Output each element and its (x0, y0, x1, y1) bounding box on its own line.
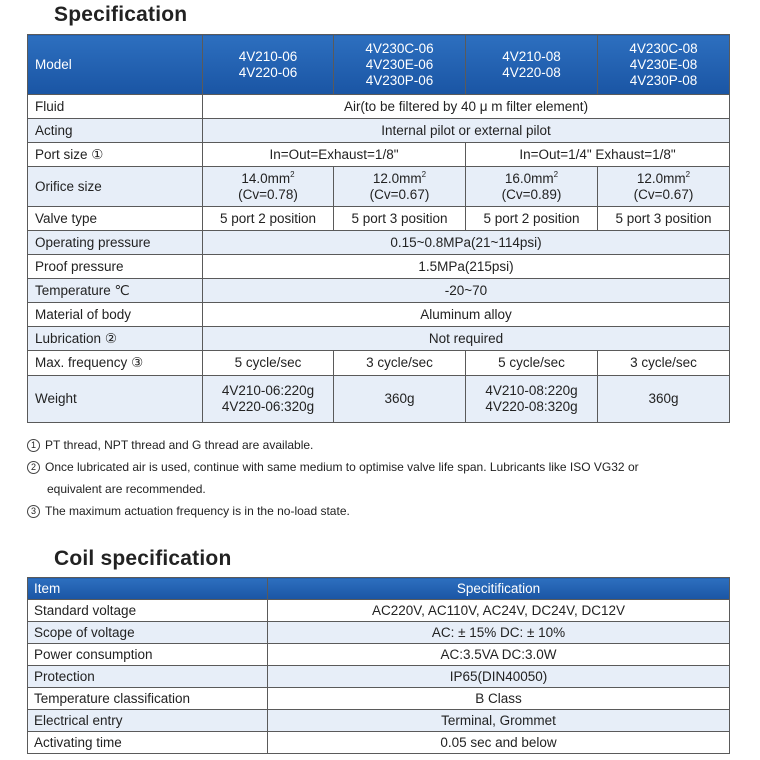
footnotes (27, 434, 727, 522)
table-row (28, 688, 730, 710)
spec-header-row (28, 35, 730, 95)
valve-type-c4: 5 port 3 position (598, 207, 730, 231)
valve-type-label: Valve type (28, 207, 203, 231)
orifice-c1: $14.0mm^2$ (Cv=0.78) (203, 167, 334, 207)
weight-c2: 360g (334, 376, 466, 423)
note-3-marker: ③ (131, 355, 144, 370)
temperature-row (28, 279, 730, 303)
valve-type-row (28, 207, 730, 231)
coil-row-label: Temperature classification (28, 688, 268, 710)
coil-row-value: IP65(DIN40050) (268, 666, 730, 688)
coil-row-value: Terminal, Grommet (268, 710, 730, 732)
footnote-marker: 2 (27, 461, 40, 474)
orifice-c4: $12.0mm^2$ (Cv=0.67) (598, 167, 730, 207)
coil-row-value: AC:3.5VA DC:3.0W (268, 644, 730, 666)
footnote-3: 3 The maximum actuation frequency is in the no-load state. (27, 500, 727, 522)
proof-pressure-value: 1.5MPa(215psi) (203, 255, 730, 279)
model-label: Model (28, 35, 203, 95)
coil-specification-heading: Coil specification (54, 547, 232, 570)
model-col-1: 4V210-06 4V220-06 (203, 35, 334, 95)
weight-row (28, 376, 730, 423)
orifice-c3: $16.0mm^2$ (Cv=0.89) (466, 167, 598, 207)
proof-pressure-row (28, 255, 730, 279)
specification-heading: Specification (54, 3, 188, 26)
coil-row-label: Standard voltage (28, 600, 268, 622)
port-size-08: In=Out=1/4" Exhaust=1/8" (466, 143, 730, 167)
orifice-c2: $12.0mm^2$ (Cv=0.67) (334, 167, 466, 207)
material-value: Aluminum alloy (203, 303, 730, 327)
table-row (28, 622, 730, 644)
coil-row-label: Scope of voltage (28, 622, 268, 644)
table-row (28, 644, 730, 666)
coil-header-row (28, 578, 730, 600)
coil-row-label: Protection (28, 666, 268, 688)
frequency-c2: 3 cycle/sec (334, 351, 466, 376)
coil-row-value: AC220V, AC110V, AC24V, DC24V, DC12V (268, 600, 730, 622)
fluid-row (28, 95, 730, 119)
footnote-marker: 3 (27, 505, 40, 518)
material-row (28, 303, 730, 327)
operating-pressure-label: Operating pressure (28, 231, 203, 255)
coil-item-header: Item (28, 578, 268, 600)
lubrication-label: Lubrication ② (28, 327, 203, 351)
table-row (28, 600, 730, 622)
temperature-label: Temperature ℃ (28, 279, 203, 303)
note-1-marker: ① (91, 146, 104, 162)
material-label: Material of body (28, 303, 203, 327)
frequency-label: Max. frequency ③ (28, 351, 203, 376)
specification-table (27, 34, 730, 423)
coil-row-value: B Class (268, 688, 730, 710)
proof-pressure-label: Proof pressure (28, 255, 203, 279)
coil-row-value: 0.05 sec and below (268, 732, 730, 754)
valve-type-c3: 5 port 2 position (466, 207, 598, 231)
port-size-row (28, 143, 730, 167)
coil-row-label: Activating time (28, 732, 268, 754)
model-col-2: 4V230C-06 4V230E-06 4V230P-06 (334, 35, 466, 95)
coil-row-value: AC: ± 15% DC: ± 10% (268, 622, 730, 644)
model-col-4: 4V230C-08 4V230E-08 4V230P-08 (598, 35, 730, 95)
port-size-06: In=Out=Exhaust=1/8" (203, 143, 466, 167)
valve-type-c1: 5 port 2 position (203, 207, 334, 231)
table-row (28, 666, 730, 688)
fluid-value: Air(to be filtered by 40 μ m filter element) (203, 95, 730, 119)
frequency-c4: 3 cycle/sec (598, 351, 730, 376)
frequency-c3: 5 cycle/sec (466, 351, 598, 376)
weight-c4: 360g (598, 376, 730, 423)
valve-type-c2: 5 port 3 position (334, 207, 466, 231)
frequency-c1: 5 cycle/sec (203, 351, 334, 376)
weight-c3: 4V210-08:220g 4V220-08:320g (466, 376, 598, 423)
footnote-marker: 1 (27, 439, 40, 452)
weight-label: Weight (28, 376, 203, 423)
frequency-row (28, 351, 730, 376)
coil-spec-header: Specitification (268, 578, 730, 600)
weight-c1: 4V210-06:220g 4V220-06:320g (203, 376, 334, 423)
coil-specification-table (27, 577, 730, 754)
coil-row-label: Power consumption (28, 644, 268, 666)
acting-row (28, 119, 730, 143)
note-2-marker: ② (104, 330, 117, 346)
temperature-value: -20~70 (203, 279, 730, 303)
table-row (28, 732, 730, 754)
footnote-1: 1 PT thread, NPT thread and G thread are available. (27, 434, 727, 456)
orifice-row (28, 167, 730, 207)
lubrication-value: Not required (203, 327, 730, 351)
lubrication-row (28, 327, 730, 351)
operating-pressure-value: 0.15~0.8MPa(21~114psi) (203, 231, 730, 255)
orifice-label: Orifice size (28, 167, 203, 207)
model-col-3: 4V210-08 4V220-08 (466, 35, 598, 95)
operating-pressure-row (28, 231, 730, 255)
fluid-label: Fluid (28, 95, 203, 119)
coil-row-label: Electrical entry (28, 710, 268, 732)
acting-label: Acting (28, 119, 203, 143)
port-size-label: Port size ① (28, 143, 203, 167)
acting-value: Internal pilot or external pilot (203, 119, 730, 143)
table-row (28, 710, 730, 732)
footnote-2: 2 Once lubricated air is used, continue with same medium to optimise valve life span. Lubricants like ISO VG32 or equivalent are recommended. (27, 456, 727, 500)
